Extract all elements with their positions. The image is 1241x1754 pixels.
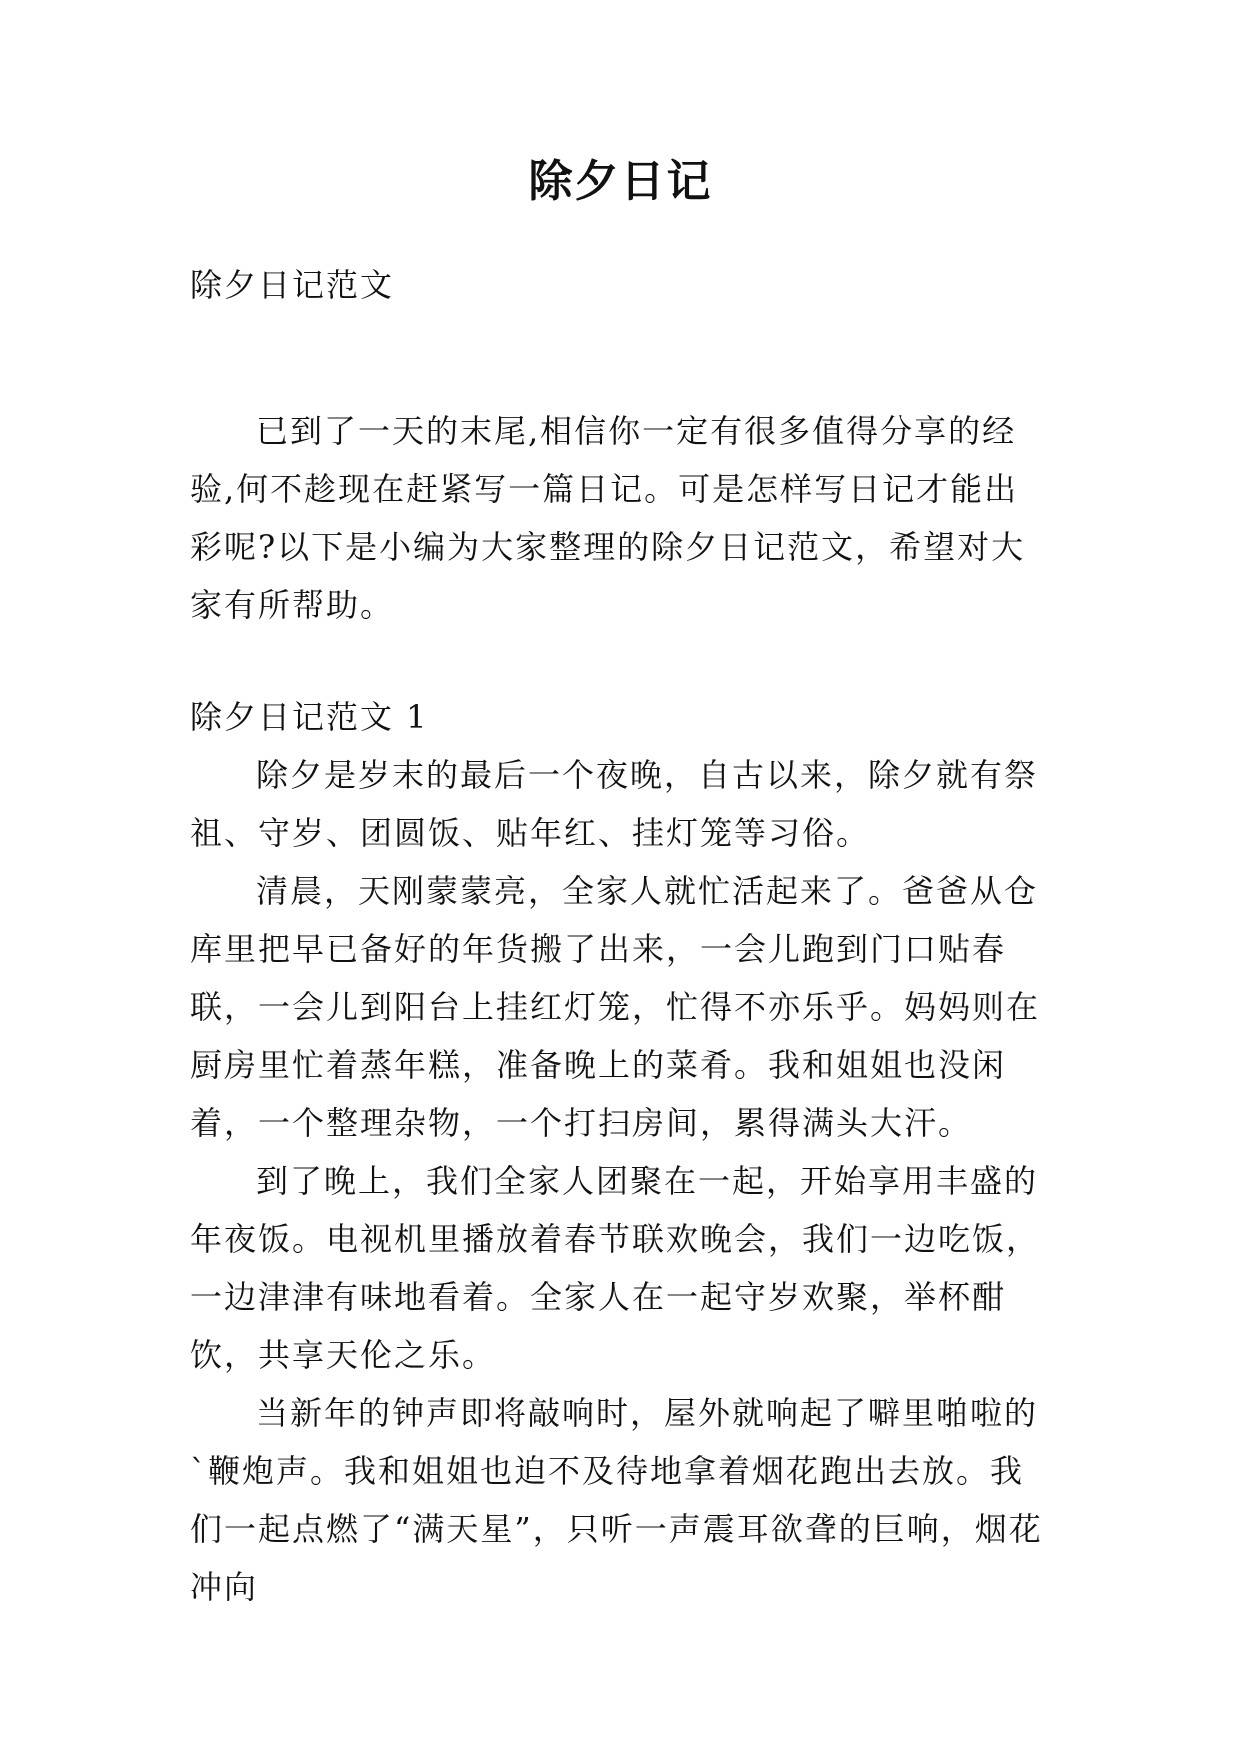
- intro-text: 已到了一天的末尾,相信你一定有很多值得分享的经验,何不趁现在赶紧写一篇日记。可是怎样写日记才能出彩呢?以下是小编为大家整理的除夕日记范文，希望对大家有所帮助。: [190, 412, 1026, 624]
- intro-paragraph: [190, 402, 1050, 634]
- document-subtitle: 除夕日记范文: [190, 266, 395, 304]
- document-title: 除夕日记: [528, 156, 713, 207]
- section1-paragraph: 清晨，天刚蒙蒙亮，全家人就忙活起来了。爸爸从仓库里把早已备好的年货搬了出来，一会儿跑到门口贴春联，一会儿到阳台上挂红灯笼，忙得不亦乐乎。妈妈则在厨房里忙着蒸年糕，准备晚上的菜肴。我和姐姐也没闲着，一个整理杂物，一个打扫房间，累得满头大汗。: [190, 872, 1041, 1142]
- section1-heading: 除夕日记范文 1: [190, 698, 429, 736]
- section1-body: [190, 746, 1050, 1616]
- section1-paragraph: 除夕是岁末的最后一个夜晚，自古以来，除夕就有祭祖、守岁、团圆饭、贴年红、挂灯笼等习俗。: [190, 756, 1039, 852]
- section1-paragraph: 当新年的钟声即将敲响时，屋外就响起了噼里啪啦的`鞭炮声。我和姐姐也迫不及待地拿着烟花跑出去放。我们一起点燃了“满天星”，只听一声震耳欲聋的巨响，烟花冲向: [190, 1394, 1043, 1606]
- section1-paragraph: 到了晚上，我们全家人团聚在一起，开始享用丰盛的年夜饭。电视机里播放着春节联欢晚会，我们一边吃饭，一边津津有味地看着。全家人在一起守岁欢聚，举杯酣饮，共享天伦之乐。: [190, 1162, 1041, 1374]
